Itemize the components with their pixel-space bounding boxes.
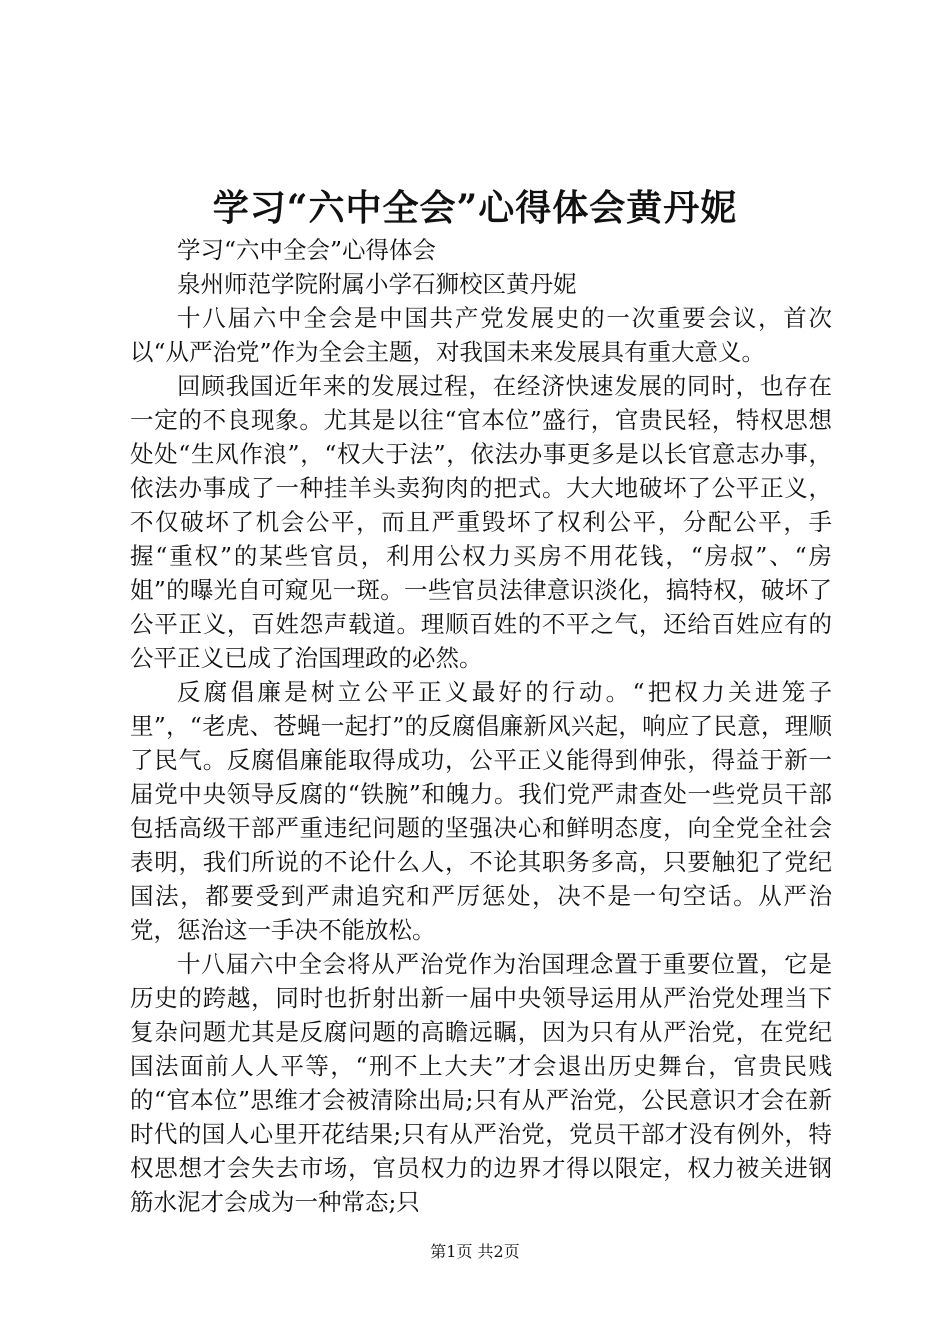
paragraph: 十八届六中全会将从严治党作为治国理念置于重要位置，它是历史的跨越，同时也折射出新一届中央领导运用从严治党处理当下复杂问题尤其是反腐问题的高瞻远瞩，因为只有从严治党，在党纪国法面前人人平等，“刑不上大夫”才会退出历史舞台，官贵民贱的“官本位”思维才会被清除出局;只有从严治党，公民意识才会在新时代的国人心里开花结果;只有从严治党，党员干部才没有例外，特权思想才会失去市场，官员权力的边界才得以限定，权力被关进钢筋水泥才会成为一种常态;只 (130, 950, 832, 1216)
paragraph: 回顾我国近年来的发展过程，在经济快速发展的同时，也存在一定的不良现象。尤其是以往“官本位”盛行，官贵民轻，特权思想处处“生风作浪”，“权大于法”，依法办事更多是以长官意志办事，依法办事成了一种挂羊头卖狗肉的把式。大大地破坏了公平正义，不仅破坏了机会公平，而且严重毁坏了权利公平，分配公平，手握“重权”的某些官员，利用公权力买房不用花钱，“房叔”、“房姐”的曝光自可窥见一斑。一些官员法律意识淡化，搞特权，破坏了公平正义，百姓怨声载道。理顺百姓的不平之气，还给百姓应有的公平正义已成了治国理政的必然。 (130, 372, 832, 672)
paragraph: 反腐倡廉是树立公平正义最好的行动。“把权力关进笼子里”，“老虎、苍蝇一起打”的反腐倡廉新风兴起，响应了民意，理顺了民气。反腐倡廉能取得成功，公平正义能得到伸张，得益于新一届党中央领导反腐的“铁腕”和魄力。我们党严肃查处一些党员干部包括高级干部严重违纪问题的坚强决心和鲜明态度，向全党全社会表明，我们所说的不论什么人，不论其职务多高，只要触犯了党纪国法，都要受到严肃追究和严厉惩处，决不是一句空话。从严治党，惩治这一手决不能放松。 (130, 678, 832, 944)
document-body (130, 233, 832, 1219)
document-title: 学习“六中全会”心得体会黄丹妮 (212, 187, 738, 229)
paragraph-author: 泉州师范学院附属小学石狮校区黄丹妮 (177, 270, 577, 298)
paragraph-subtitle: 学习“六中全会”心得体会 (177, 236, 437, 264)
page-footer: 第1页 共2页 (430, 1242, 520, 1261)
paragraph: 十八届六中全会是中国共产党发展史的一次重要会议，首次以“从严治党”作为全会主题，对我国未来发展具有重大意义。 (130, 304, 832, 366)
